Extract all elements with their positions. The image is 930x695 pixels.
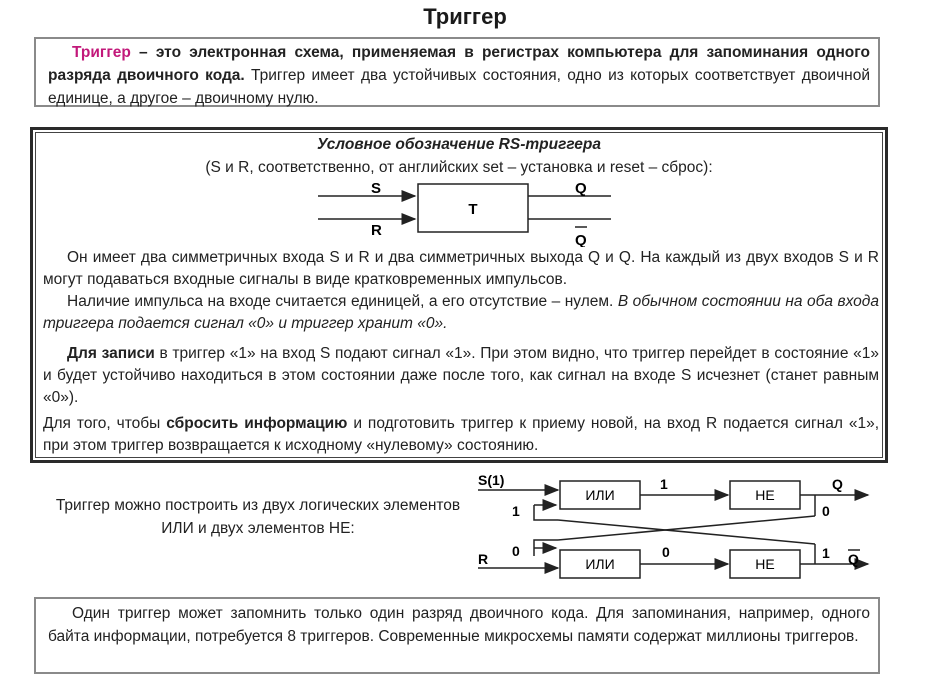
top-feedback-signal: 1 <box>512 503 520 519</box>
rs-paragraph-3 <box>43 413 879 457</box>
not-gate-bottom-label: НЕ <box>755 556 775 572</box>
definition-text <box>48 41 870 110</box>
rs-paragraph-3-start: Для того, чтобы <box>43 415 167 432</box>
logic-circuit-diagram <box>470 468 890 588</box>
rs-subtitle: (S и R, соответственно, от английских set – установка и reset – сброс): <box>205 159 713 176</box>
rs-paragraph-2-rest: в триггер «1» на вход S подают сигнал «1». При этом видно, что триггер перейдет в состояние «1» и будет устойчиво находиться в этом состоянии даже после того, как сигнал на входе S исчезнет (станет равным «0»). <box>43 345 879 406</box>
rs-heading: Условное обозначение RS-триггера <box>317 136 601 153</box>
summary-box <box>34 597 880 674</box>
bottom-feedback-signal: 0 <box>512 543 520 559</box>
rs-paragraph-1: Он имеет два симметричных входа S и R и два симметричных выхода Q и Q. На каждый из двух входов S и R могут подаваться входные сигналы в виде кратковременных импульсов. <box>43 249 879 288</box>
or-gate-top-label: ИЛИ <box>585 487 615 503</box>
definition-normal: Триггер имеет два устойчивых состояния, одно из которых соответствует двоичной единице, а другое – двоичному нулю. <box>48 67 870 107</box>
top-mid-signal: 1 <box>660 476 668 492</box>
r-input-label: R <box>478 551 489 567</box>
output-q-bar-label: Q <box>575 232 587 247</box>
top-out-signal: 0 <box>822 503 830 519</box>
rs-paragraph-3-bold: сбросить информацию <box>166 415 348 432</box>
summary-text: Один триггер может запомнить только один разряд двоичного кода. Для запоминания, например, одного байта информации, потребуется 8 триггеров. Современные микросхемы памяти содержат миллионы триггеров. <box>48 605 870 645</box>
bottom-mid-signal: 0 <box>662 544 670 560</box>
rs-trigger-box <box>30 127 888 463</box>
page-title: Триггер <box>423 4 507 29</box>
rs-paragraph-1b-italic: В обычном состоянии на оба входа триггера подается сигнал «0» и триггер хранит «0». <box>43 293 879 332</box>
cross-line-1 <box>558 520 815 544</box>
rs-paragraph-2 <box>43 343 879 409</box>
input-s-label: S <box>371 180 382 197</box>
q-output-label: Q <box>832 476 843 492</box>
input-r-label: R <box>371 222 382 239</box>
rs-paragraph-2-bold: Для записи <box>67 345 155 362</box>
trigger-box-label: T <box>468 201 478 218</box>
rs-trigger-diagram <box>303 177 623 247</box>
definition-bold: – это электронная схема, применяемая в регистрах компьютера для запоминания одного разряда двоичного кода. <box>48 44 870 84</box>
q-bar-output-label: Q <box>848 551 859 567</box>
s-input-label: S(1) <box>478 472 505 488</box>
rs-paragraph-1b-normal: Наличие импульса на входе считается единицей, а его отсутствие – нулем. <box>67 293 614 310</box>
or-gate-bottom-label: ИЛИ <box>585 556 615 572</box>
top-feedback-stub <box>534 505 558 520</box>
rs-paragraph-3-rest: и подготовить триггер к приему новой, на вход R подается сигнал «1», при этом триггер возвращается к исходному «нулевому» состоянию. <box>43 415 879 454</box>
logic-caption: Триггер можно построить из двух логических элементов ИЛИ и двух элементов НЕ: <box>55 497 461 537</box>
cross-line-2 <box>558 516 815 540</box>
output-q-label: Q <box>575 180 587 197</box>
not-gate-top-label: НЕ <box>755 487 775 503</box>
definition-box <box>34 37 880 107</box>
rs-paragraph-1b <box>43 291 879 335</box>
definition-term: Триггер <box>72 44 131 61</box>
bottom-out-signal: 1 <box>822 545 830 561</box>
